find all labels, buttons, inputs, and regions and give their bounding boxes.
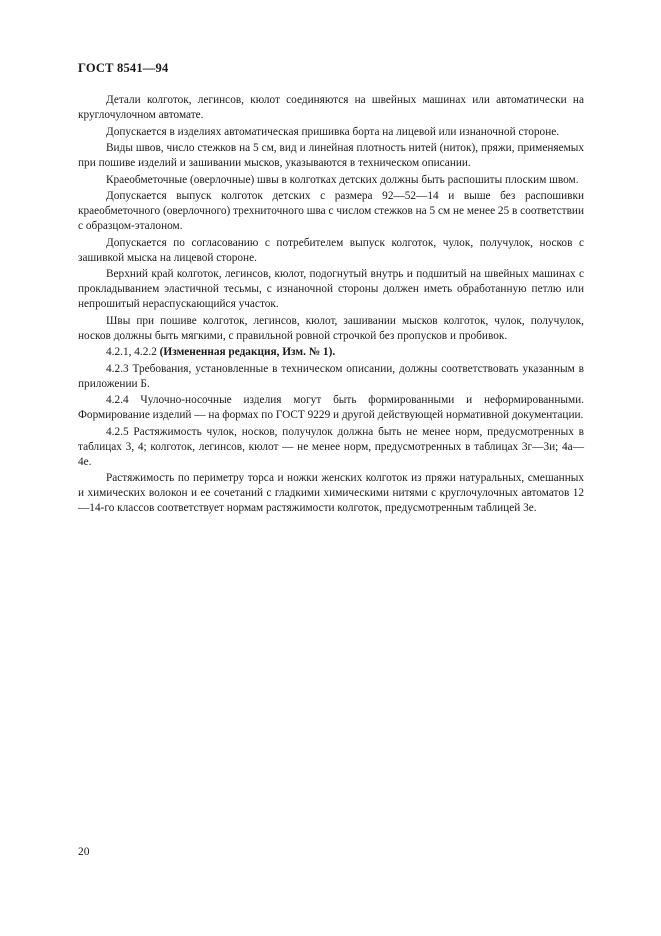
- amendment-clause-numbers: 4.2.1, 4.2.2: [106, 346, 160, 358]
- paragraph-details-joining: Детали колготок, легинсов, кюлот соединяются на швейных машинах или автоматически на круглочулочном автомате.: [78, 94, 584, 121]
- paragraph-4-2-3: 4.2.3 Требования, установленные в техническом описании, должны соответствовать указанным в приложении Б.: [78, 362, 584, 390]
- document-header: ГОСТ 8541—94: [78, 61, 169, 75]
- paragraph-4-2-4: 4.2.4 Чулочно-носочные изделия могут быть формированными и неформированными. Формирование изделий — на формах по ГОСТ 9229 и другой действующей нормативной документации.: [78, 394, 584, 421]
- page-number: 20: [78, 846, 90, 858]
- document-body: [78, 93, 584, 518]
- paragraph-toe-sewing: Допускается по согласованию с потребителем выпуск колготок, чулок, получулок, носков с зашивкой мыска на лицевой стороне.: [78, 236, 584, 264]
- paragraph-4-2-5: 4.2.5 Растяжимость чулок, носков, получулок должна быть не менее норм, предусмотренных в таблицах 3, 4; колготок, легинсов, кюлот — не менее норм, предусмотренных в таблицах 3г—3и; 4а—4е.: [78, 425, 584, 468]
- paragraph-border-sewing: Допускается в изделиях автоматическая пришивка борта на лицевой или изнаночной стороне.: [106, 125, 560, 138]
- amendment-note: (Измененная редакция, Изм. № 1).: [159, 346, 336, 358]
- paragraph-stretchability: Растяжимость по периметру торса и ножки женских колготок из пряжи натуральных, смешанных и химических волокон и ее сочетаний с гладкими химическими нитями с круглочулочных автоматов 12—14-го классов соответствует нормам растяжимости колготок, предусмотренным таблицей 3е.: [78, 472, 584, 514]
- paragraph-overlock-seams: Краеобметочные (оверлочные) швы в колготках детских должны быть распошиты плоским швом.: [106, 173, 579, 186]
- paragraph-children-tights: Допускается выпуск колготок детских с размера 92—52—14 и выше без распошивки краеобметочного (оверлочного) трехниточного шва с числом стежков на 5 см не менее 25 в соответствии с образцом-эталоном.: [78, 190, 585, 232]
- paragraph-upper-edge: Верхний край колготок, легинсов, кюлот, подогнутый внутрь и подшитый на швейных машинах с прокладыванием эластичной тесьмы, с изнаночной стороны должен иметь обработанную петлю или непрошитый нераспускающийся участок.: [78, 268, 584, 310]
- paragraph-amendment: [78, 345, 584, 360]
- paragraph-seam-quality: Швы при пошиве колготок, легинсов, кюлот, зашивании мысков колготок, чулок, получулок, носков должны быть мягкими, с правильной ровной строчкой без пропусков и пробивок.: [78, 314, 584, 342]
- paragraph-seam-types: Виды швов, число стежков на 5 см, вид и линейная плотность нитей (ниток), пряжи, применяемых при пошиве изделий и зашивании мысков, указываются в техническом описании.: [78, 142, 584, 169]
